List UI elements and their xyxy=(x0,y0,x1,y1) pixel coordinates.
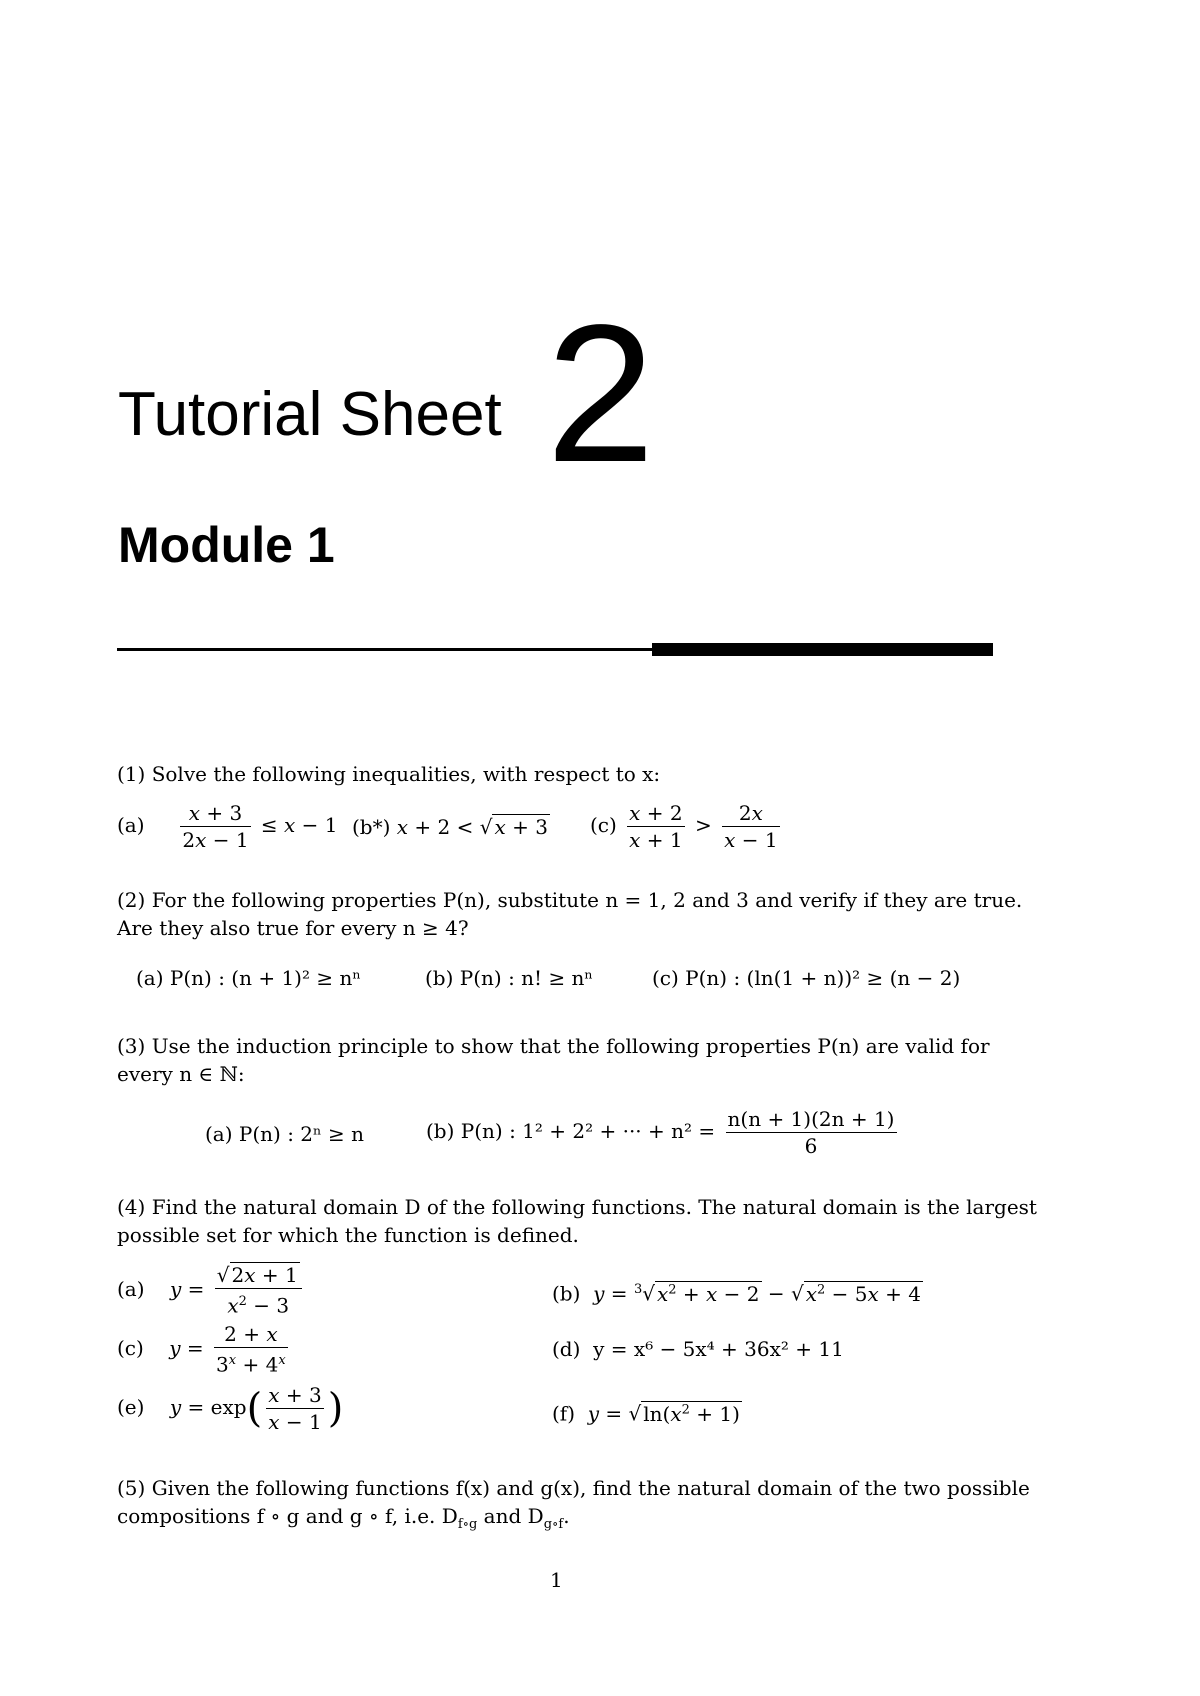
q3-b-denominator: 6 xyxy=(726,1132,897,1159)
q4-b: (b) y = $^3$√ $x^2 + x - 2$ − √ $x^2 - 5x + 4$ xyxy=(552,1281,921,1306)
q2-intro: (2) For the following properties P(n), substitute n = 1, 2 and 3 and verify if they are true. xyxy=(117,888,1023,912)
q3-b-prefix: (b) P(n) : 1² + 2² + ··· + n² = xyxy=(426,1119,716,1143)
q3-intro2: every n ∈ ℕ: xyxy=(117,1062,245,1086)
chapter-title: Tutorial Sheet xyxy=(118,380,502,449)
q5-intro: (5) Given the following functions f(x) and g(x), find the natural domain of the two possible xyxy=(117,1476,1030,1500)
q4-b-label: (b) xyxy=(552,1281,581,1306)
q1-a-fraction: $\frac{x + 3}{2x - 1}$ xyxy=(182,801,249,852)
q1-c-label: (c) xyxy=(590,813,617,837)
q3-intro: (3) Use the induction principle to show that the following properties P(n) are valid for xyxy=(117,1034,990,1058)
q5-sub-fog: f∘g xyxy=(457,1517,478,1532)
q5-intro2 xyxy=(117,1502,570,1539)
module-title: Module 1 xyxy=(118,517,335,573)
q1-c-frac2: $\frac{2x}{x - 1}$ xyxy=(724,801,778,852)
q1-intro: (1) Solve the following inequalities, with respect to x: xyxy=(117,762,661,786)
q2-intro2: Are they also true for every n ≥ 4? xyxy=(117,916,469,940)
q4-d-expr: y = x⁶ − 5x⁴ + 36x² + 11 xyxy=(593,1337,844,1361)
q4-a-fraction: $\frac{√ 2x + 1}{x^2 - 3}$ xyxy=(215,1262,302,1319)
q5-sub-gof: g∘f xyxy=(543,1517,564,1532)
q4-intro: (4) Find the natural domain D of the following functions. The natural domain is the largest xyxy=(117,1195,1037,1219)
chapter-number: 2 xyxy=(546,284,656,503)
q4-e: (e) y = exp( $\frac{x + 3}{x - 1}$ ) xyxy=(117,1383,344,1434)
header-rule-thin xyxy=(117,648,655,651)
q4-c-fraction: $\frac{2 + x}{3^x + 4^x}$ xyxy=(216,1322,286,1377)
q5-end: . xyxy=(563,1504,570,1528)
q4-c: (c) y = $\frac{2 + x}{3^x + 4^x}$ xyxy=(117,1322,286,1377)
q1-b: (b*) x + 2 < √ x + 3 xyxy=(352,815,548,839)
q4-c-label: (c) xyxy=(117,1335,144,1360)
q1-c: (c) $\frac{x + 2}{x + 1}$ > $\frac{2x}{x - 1}$ xyxy=(590,801,778,852)
page-number: 1 xyxy=(550,1568,563,1592)
q1-a-label: (a) xyxy=(117,813,145,837)
q5-intro2-text: compositions f ∘ g and g ∘ f, i.e. D xyxy=(117,1504,458,1528)
q1-b-label: (b*) xyxy=(352,815,391,839)
q4-a-label: (a) xyxy=(117,1276,145,1301)
q4-e-label: (e) xyxy=(117,1395,145,1419)
q5-and: and D xyxy=(477,1504,544,1528)
q2-c: (c) P(n) : (ln(1 + n))² ≥ (n − 2) xyxy=(652,966,961,990)
q3-b-fraction xyxy=(726,1106,897,1159)
q4-f-label: (f) xyxy=(552,1401,576,1426)
q4-f: (f) y = √ $\ln(x^2 + 1)$ xyxy=(552,1401,740,1426)
q3-b-numerator: n(n + 1)(2n + 1) xyxy=(727,1107,895,1131)
q4-a: (a) y = $\frac{√ 2x + 1}{x^2 - 3}$ xyxy=(117,1262,306,1319)
q3-a: (a) P(n) : 2ⁿ ≥ n xyxy=(205,1122,365,1146)
q1-c-frac1: $\frac{x + 2}{x + 1}$ xyxy=(629,801,683,852)
q4-intro2: possible set for which the function is defined. xyxy=(117,1223,579,1247)
q1-a: (a) $\frac{x + 3}{2x - 1}$ ≤ x − 1 xyxy=(117,801,338,852)
q4-d-label: (d) xyxy=(552,1337,581,1361)
q2-b: (b) P(n) : n! ≥ nⁿ xyxy=(425,966,594,990)
q4-e-fraction: $\frac{x + 3}{x - 1}$ xyxy=(268,1383,322,1434)
q2-a: (a) P(n) : (n + 1)² ≥ nⁿ xyxy=(136,966,361,990)
q3-b xyxy=(426,1106,901,1159)
q4-d xyxy=(552,1335,844,1363)
header-rule-thick xyxy=(652,643,993,656)
